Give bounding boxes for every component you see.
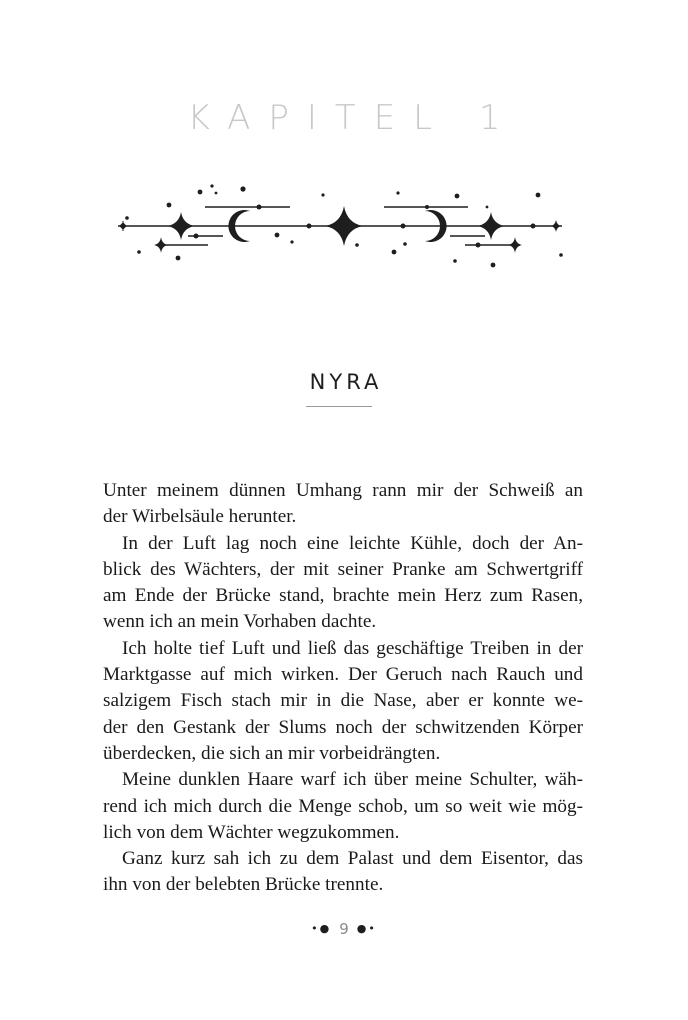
text-line: wenn ich an mein Vorhaben dachte.	[103, 611, 377, 633]
paragraph	[103, 478, 583, 531]
page-footer	[0, 920, 688, 938]
chapter-body-text	[103, 478, 583, 899]
paragraph	[103, 767, 583, 846]
text-line: Meine dunklen Haare warf ich über meine Schulter, wäh-	[122, 769, 583, 791]
text-line: Unter meinem dünnen Umhang rann mir der Schweiß an	[103, 480, 583, 501]
paragraph	[103, 636, 583, 767]
text-line: Marktgasse auf mich wirken. Der Geruch nach Rauch und	[103, 664, 583, 686]
text-line: der Wirbelsäule herunter.	[103, 506, 297, 528]
text-line: blick des Wächters, der mit seiner Pranke am Schwertgriff	[103, 558, 583, 580]
paragraph	[103, 846, 583, 899]
text-line: Ich holte tief Luft und ließ das geschäftige Treiben in der	[122, 637, 583, 659]
text-line: der den Gestank der Slums noch der schwitzenden Körper	[103, 716, 583, 738]
text-line: am Ende der Brücke stand, brachte mein Herz zum Rasen,	[103, 585, 583, 607]
text-line: In der Luft lag noch eine leichte Kühle, doch der An-	[122, 532, 583, 554]
page-number: 9	[339, 920, 349, 938]
paragraph	[103, 531, 583, 636]
title-underline	[306, 406, 372, 407]
folio-dots-left-icon: •●	[311, 922, 332, 935]
text-line: ihn von der belebten Brücke trennte.	[103, 874, 384, 896]
folio-dots-right-icon: ●•	[356, 922, 377, 935]
text-line: salzigem Fisch stach mir in die Nase, aber er konnte we-	[103, 690, 583, 712]
text-line: überdecken, die sich an mir vorbeidrängten.	[103, 742, 441, 764]
chapter-heading: KAPITEL 1	[187, 98, 519, 138]
pov-character-title: NYRA	[309, 370, 383, 394]
text-line: rend ich mich durch die Menge schob, um so weit wie mög-	[103, 795, 583, 817]
text-line: Ganz kurz sah ich zu dem Palast und dem Eisentor, das	[122, 848, 583, 870]
text-line: lich von dem Wächter wegzukommen.	[103, 821, 400, 843]
star-moon-divider-icon	[0, 170, 688, 280]
